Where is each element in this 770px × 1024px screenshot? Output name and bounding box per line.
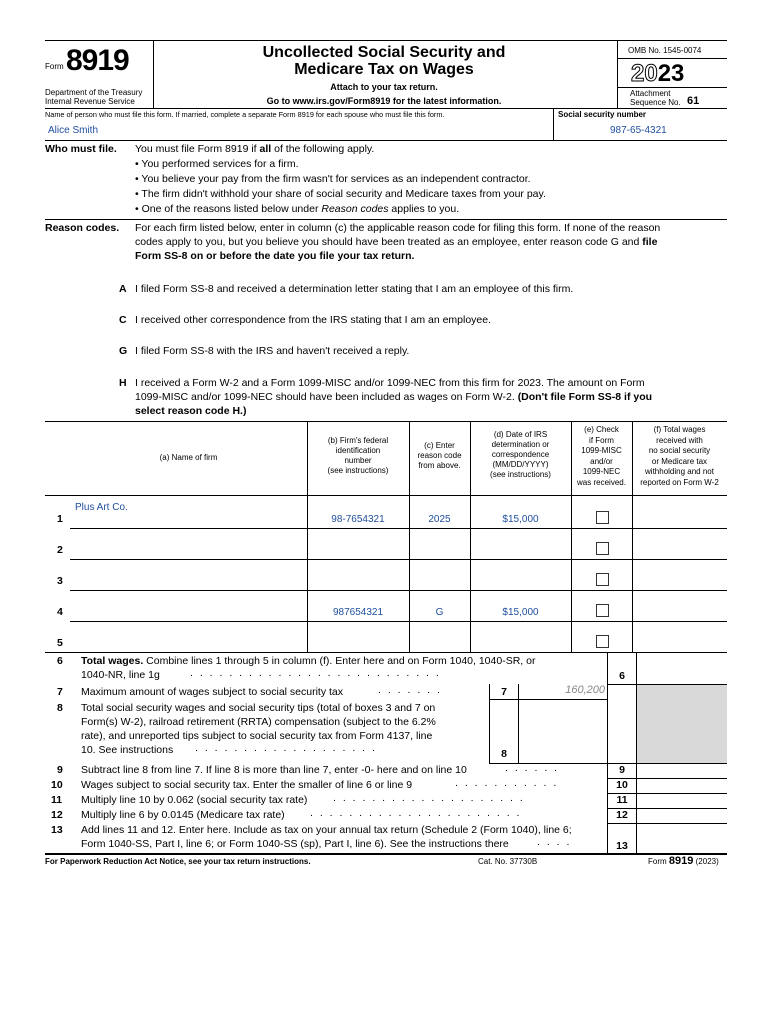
col-f-header [632, 425, 727, 488]
row-number: 1 [57, 513, 63, 525]
bullet-3: • The firm didn't withhold your share of social security and Medicare taxes from your pay. [135, 188, 546, 200]
col-e-h4: 1099-NEC [582, 467, 621, 476]
paperwork-notice: For Paperwork Reduction Act Notice, see your tax return instructions. [45, 857, 311, 866]
line8-text4: 10. See instructions [81, 744, 174, 756]
year-prefix: 20 [631, 60, 658, 87]
sequence-number: 61 [687, 95, 700, 107]
line8-dots: . . . . . . . . . . . . . . . . . . . [195, 742, 377, 754]
code-a-text: I filed Form SS-8 and received a determination letter stating that I am an employee of this firm. [135, 283, 574, 295]
form-1099-checkbox[interactable] [596, 542, 609, 555]
code-a-letter: A [119, 283, 127, 295]
date-field[interactable]: $15,000 [502, 607, 539, 618]
line8-text3: rate), and unreported tips subject to social security tax from Form 4137, line [81, 730, 433, 742]
bullet-2: • You believe your pay from the firm wasn't for services as an independent contractor. [135, 173, 531, 185]
col-e-h0: (e) Check [584, 425, 619, 434]
sequence-label: Sequence No. [630, 98, 681, 107]
line13-number: 13 [51, 824, 63, 836]
line7-dots: . . . . . . . [378, 684, 442, 696]
line13-text2: Form 1040-SS, Part I, line 6; or Form 1040-SS (sp), Part I, line 6). See the instructions there [81, 838, 509, 850]
form-title [153, 44, 615, 78]
col-c-h0: (c) Enter [424, 441, 455, 450]
reason-line3: Form SS-8 on or before the date you file your tax return. [135, 250, 415, 262]
line10-text: Wages subject to social security tax. Enter the smaller of line 6 or line 9 [81, 779, 413, 791]
col-d-h4: (see instructions) [490, 470, 551, 479]
line12-dots: . . . . . . . . . . . . . . . . . . . . . . [310, 807, 522, 819]
line8-text2: Form(s) W-2), railroad retirement (RRTA) compensation (subject to the 6.2% [81, 716, 436, 728]
col-a-header: (a) Name of firm [159, 453, 218, 462]
line8-box-label: 8 [501, 748, 507, 760]
reason-line2-pre: codes apply to you, but you believe you should have been treated as an employee, enter reason code G and [135, 236, 643, 248]
bullet4-italic: Reason codes [321, 203, 389, 215]
form-word: Form [45, 62, 64, 71]
line7-number: 7 [57, 686, 63, 698]
col-d-h0: (d) Date of IRS [493, 430, 548, 439]
form-1099-checkbox[interactable] [596, 573, 609, 586]
col-f-h2: no social security [648, 446, 711, 455]
bullet-4 [135, 203, 459, 215]
line11-text: Multiply line 10 by 0.062 (social security tax rate) [81, 794, 308, 806]
tax-year [631, 60, 684, 88]
footer-form-number: 8919 [668, 855, 694, 867]
reason-code-field[interactable]: G [435, 607, 444, 618]
line13-text1: Add lines 11 and 12. Enter here. Include as tax on your annual tax return (Schedule 2 (Form 1040), line 6; [81, 824, 572, 836]
ein-field[interactable]: 98-7654321 [331, 514, 385, 525]
col-c-header [409, 441, 470, 471]
col-b-h0: (b) Firm's federal [327, 436, 389, 445]
intro-bold: all [259, 143, 272, 155]
row-number: 5 [57, 637, 63, 649]
line10-number: 10 [51, 779, 63, 791]
col-c-h1: reason code [417, 451, 462, 460]
col-d-h2: correspondence [491, 450, 550, 459]
col-b-header [307, 436, 409, 476]
reason-line2 [135, 236, 657, 248]
dept-line1: Department of the Treasury [45, 88, 143, 97]
intro-post: of the following apply. [271, 143, 375, 155]
col-e-h1: if Form [589, 435, 614, 445]
code-h-letter: H [119, 377, 127, 389]
line9-text: Subtract line 8 from line 7. If line 8 is more than line 7, enter -0- here and on line 10 [81, 764, 467, 776]
line6-amount-field[interactable] [637, 653, 726, 683]
line11-dots: . . . . . . . . . . . . . . . . . . . . [333, 792, 525, 804]
code-c-text: I received other correspondence from the IRS stating that I am an employee. [135, 314, 492, 326]
line13-box-label: 13 [616, 840, 628, 852]
bullet4-post: applies to you. [388, 203, 460, 215]
line6-dots: . . . . . . . . . . . . . . . . . . . . . . . . . . [190, 667, 441, 679]
code-c-letter: C [119, 314, 127, 326]
footer-form-word: Form [648, 857, 667, 866]
row-number: 2 [57, 544, 63, 556]
line7-amount: 160,200 [565, 684, 605, 696]
form-number: 8919 [66, 44, 129, 77]
line6-bold: Total wages. [81, 655, 144, 667]
col-d-header [470, 430, 571, 480]
h-line2-bold: (Don't file Form SS-8 if you [517, 391, 653, 403]
col-e-h3: and/or [590, 456, 613, 466]
line6-box-label: 6 [619, 670, 625, 682]
bullet4-pre: • One of the reasons listed below under [135, 203, 322, 215]
attachment-label: Attachment [630, 89, 671, 98]
intro-pre: You must file Form 8919 if [135, 143, 260, 155]
col-e-header [571, 425, 632, 488]
form-1099-checkbox[interactable] [596, 635, 609, 648]
line8-number: 8 [57, 702, 63, 714]
h-line2-pre: 1099-MISC and/or 1099-NEC should have been included as wages on Form W-2. [135, 391, 518, 403]
line6-number: 6 [57, 655, 63, 667]
reason-codes-heading: Reason codes. [45, 222, 120, 234]
date-field[interactable]: $15,000 [502, 514, 539, 525]
line9-number: 9 [57, 764, 63, 776]
line7-text: Maximum amount of wages subject to social security tax [81, 686, 344, 698]
who-must-file-heading: Who must file. [45, 143, 117, 155]
col-b-h3: (see instructions) [327, 466, 389, 475]
bullet-1: • You performed services for a firm. [135, 158, 299, 170]
line7-box-label: 7 [501, 686, 507, 698]
line8-text1: Total social security wages and social security tips (total of boxes 3 and 7 on [81, 702, 436, 714]
line8-amount-field[interactable] [519, 745, 606, 762]
goto-text: Go to www.irs.gov/Form8919 for the latest information. [266, 96, 502, 106]
col-d-h1: determination or [491, 440, 550, 449]
col-f-h0: (f) Total wages [653, 425, 706, 434]
line12-box-label: 12 [616, 809, 628, 821]
reason-code-field[interactable]: 2025 [428, 514, 451, 525]
line6-desc: Combine lines 1 through 5 in column (f). Enter here and on Form 1040, 1040-SR, or [143, 655, 536, 667]
omb-number: OMB No. 1545-0074 [628, 46, 702, 55]
col-f-h5: reported on Form W-2 [640, 477, 719, 487]
line9-dots: . . . . . . [505, 762, 560, 774]
code-g-letter: G [119, 345, 128, 357]
line11-number: 11 [51, 794, 63, 806]
footer-year: (2023) [695, 857, 719, 866]
attach-text: Attach to your tax return. [330, 82, 438, 92]
col-b-h2: number [344, 456, 372, 465]
line6-text2: 1040-NR, line 1g [81, 669, 160, 681]
code-h-line3: select reason code H.) [135, 405, 247, 417]
col-e-h2: 1099-MISC [581, 446, 622, 455]
ssn-label: Social security number [558, 110, 647, 119]
name-field[interactable]: Alice Smith [48, 125, 99, 136]
title-line2: Medicare Tax on Wages [294, 61, 474, 78]
firm-name-field[interactable]: Plus Art Co. [75, 502, 128, 513]
code-g-text: I filed Form SS-8 with the IRS and haven't received a reply. [135, 345, 410, 357]
reason-line1: For each firm listed below, enter in column (c) the applicable reason code for filing this form. If none of the reason [135, 222, 661, 234]
dept-line2: Internal Revenue Service [45, 97, 135, 106]
col-e-h5: was received. [577, 477, 626, 487]
col-c-h2: from above. [418, 461, 461, 470]
line12-text: Multiply line 6 by 0.0145 (Medicare tax rate) [81, 809, 285, 821]
row-number: 4 [57, 606, 63, 618]
line10-box-label: 10 [616, 779, 628, 791]
code-h-line1: I received a Form W-2 and a Form 1099-MISC and/or 1099-NEC from this firm for 2023. The amount on Form [135, 377, 645, 389]
line12-number: 12 [51, 809, 63, 821]
shaded-area [637, 684, 727, 763]
line10-dots: . . . . . . . . . . . [455, 777, 559, 789]
year-suffix: 23 [657, 60, 685, 87]
footer-form-id [648, 855, 719, 867]
form-1099-checkbox[interactable] [596, 511, 609, 524]
col-b-h1: identification [335, 446, 381, 455]
line6-text [81, 655, 535, 667]
ssn-field[interactable]: 987-65-4321 [610, 125, 667, 136]
code-h-line2 [135, 391, 652, 403]
form-1099-checkbox[interactable] [596, 604, 609, 617]
col-f-h1: received with [656, 435, 703, 445]
ein-field[interactable]: 987654321 [332, 607, 384, 618]
line13-dots: . . . . [537, 836, 572, 848]
who-must-file-intro [135, 143, 374, 155]
col-f-h4: withholding and not [645, 467, 714, 476]
catalog-number: Cat. No. 37730B [478, 857, 538, 866]
col-d-h3: (MM/DD/YYYY) [492, 460, 549, 469]
line11-box-label: 11 [616, 794, 628, 806]
name-label: Name of person who must file this form. If married, complete a separate Form 8919 for each spouse who must file this form. [45, 110, 445, 119]
reason-line2-bold: file [642, 236, 658, 248]
title-line1: Uncollected Social Security and [262, 44, 506, 61]
row-number: 3 [57, 575, 63, 587]
col-f-h3: or Medicare tax [651, 456, 708, 466]
line9-box-label: 9 [619, 764, 625, 776]
